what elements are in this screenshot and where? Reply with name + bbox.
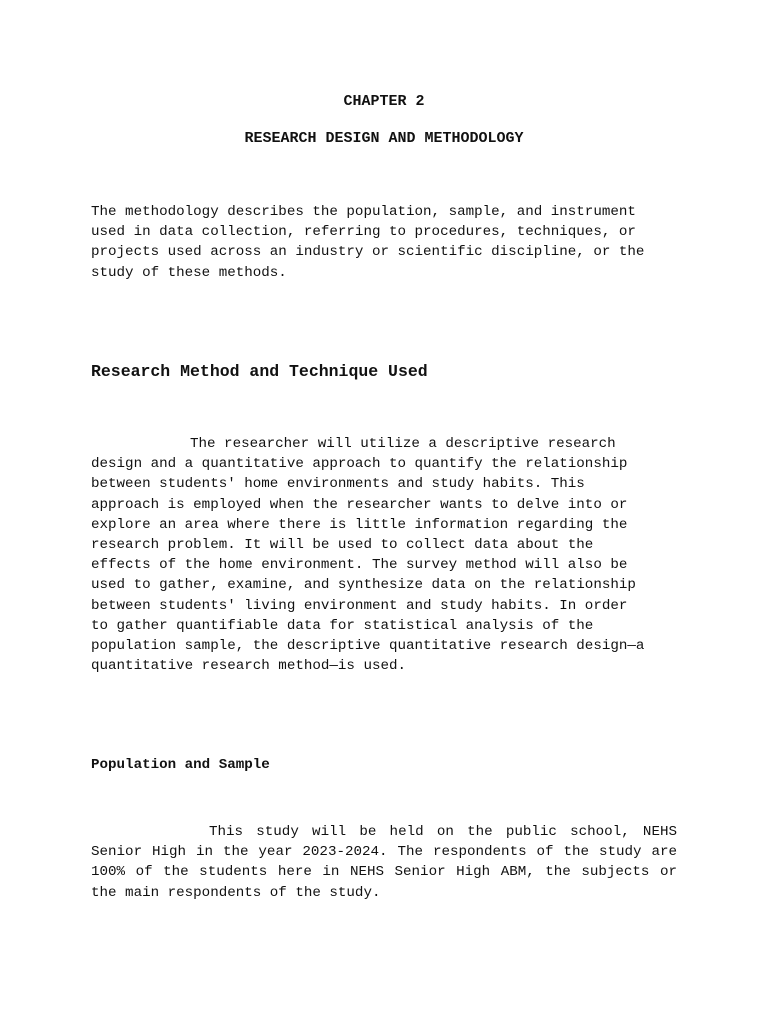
- chapter-title: RESEARCH DESIGN AND METHODOLOGY: [244, 130, 524, 147]
- research-method-heading: Research Method and Technique Used: [91, 362, 428, 381]
- population-heading: Population and Sample: [91, 757, 270, 773]
- population-paragraph: This study will be held on the public school, NEHS Senior High in the year 2023-2024. The respondents of the study are 100% of the students here in NEHS Senior High ABM, the subjects or the main respondents of the study.: [91, 824, 677, 901]
- chapter-label: CHAPTER 2: [343, 93, 425, 110]
- intro-paragraph: The methodology describes the population, sample, and instrument used in data collection, referring to procedures, techniques, or projects used across an industry or scientific discipline, or the study of these methods.: [91, 204, 645, 281]
- research-method-paragraph: The researcher will utilize a descriptive research design and a quantitative approach to quantify the relationship between students' home environments and study habits. This approach is employed when the researcher wants to delve into or explore an area where there is little information regarding the research problem. It will be used to collect data about the effects of the home environment. The survey method will also be used to gather, examine, and synthesize data on the relationship between students' living environment and study habits. In order to gather quantifiable data for statistical analysis of the population sample, the descriptive quantitative research design—a quantitative research method—is used.: [91, 436, 645, 675]
